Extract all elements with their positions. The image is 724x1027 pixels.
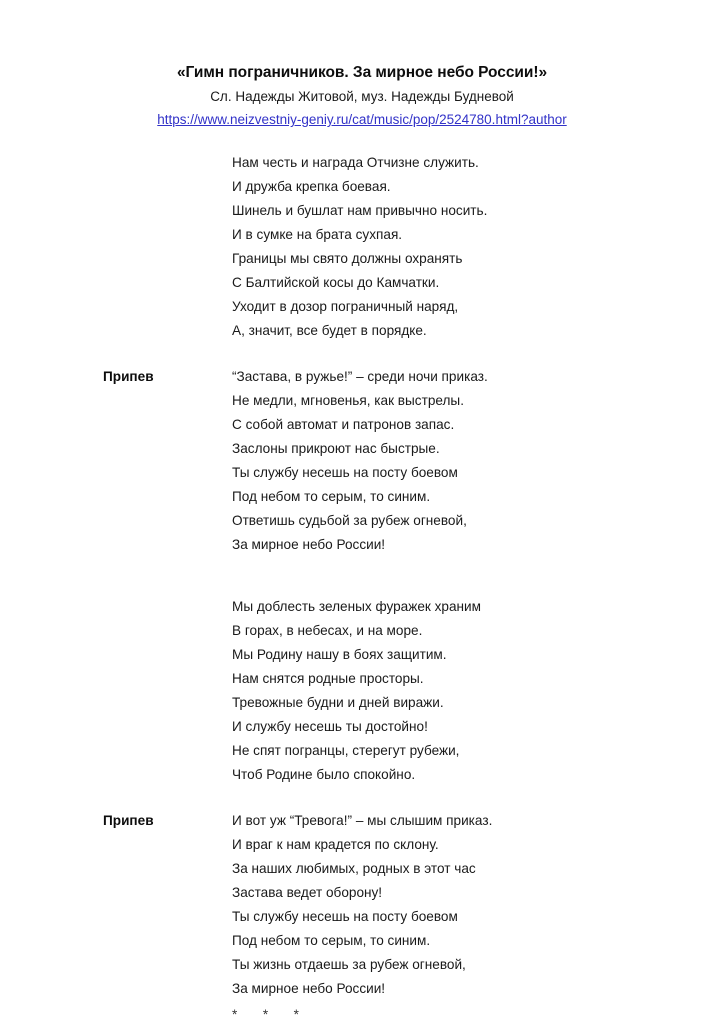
lyric-line: Под небом то серым, то синим.	[232, 489, 431, 504]
lyric-line: С Балтийской косы до Камчатки.	[232, 275, 440, 290]
lyric-line: Шинель и бушлат нам привычно носить.	[232, 203, 488, 218]
lyric-line: И дружба крепка боевая.	[232, 179, 391, 194]
lyric-line: Границы мы свято должны охранять	[232, 251, 463, 266]
lyric-line: Заслоны прикроют нас быстрые.	[232, 441, 440, 456]
lyric-line: Тревожные будни и дней виражи.	[232, 695, 444, 710]
end-separator: * * *	[232, 1007, 305, 1022]
lyric-line: Ответишь судьбой за рубеж огневой,	[232, 513, 467, 528]
lyric-line: Ты службу несешь на посту боевом	[232, 465, 458, 480]
stanza-label-chorus: Припев	[103, 369, 154, 384]
lyric-line: Мы Родину нашу в боях защитим.	[232, 647, 447, 662]
lyric-line: С собой автомат и патронов запас.	[232, 417, 455, 432]
document-credits: Сл. Надежды Житовой, муз. Надежды Будневой	[210, 89, 514, 104]
lyric-line: И службу несешь ты достойно!	[232, 719, 428, 734]
lyric-line: Мы доблесть зеленых фуражек храним	[232, 599, 481, 614]
stanza-label-chorus: Припев	[103, 813, 154, 828]
stanza-lines	[232, 595, 724, 787]
lyric-line: “Застава, в ружье!” – среди ночи приказ.	[232, 369, 488, 384]
lyric-line: Не спят погранцы, стерегут рубежи,	[232, 743, 460, 758]
lyric-line: И в сумке на брата сухпая.	[232, 227, 403, 242]
page-title: «Гимн пограничников. За мирное небо России!»	[176, 64, 548, 81]
stanza-lines	[232, 365, 724, 557]
lyric-line: А, значит, все будет в порядке.	[232, 323, 427, 338]
stanza-verse-1	[0, 151, 724, 343]
stanza-lines	[232, 151, 724, 343]
lyric-line: Чтоб Родине было спокойно.	[232, 767, 416, 782]
lyrics-body	[0, 131, 724, 1027]
document-header	[0, 0, 724, 131]
lyric-line: Нам честь и награда Отчизне служить.	[232, 155, 479, 170]
lyric-line: Уходит в дозор пограничный наряд,	[232, 299, 459, 314]
lyric-line: Ты службу несешь на посту боевом	[232, 909, 458, 924]
lyric-line: И враг к нам крадется по склону.	[232, 837, 439, 852]
lyric-line: Нам снятся родные просторы.	[232, 671, 424, 686]
lyric-line: Не медли, мгновенья, как выстрелы.	[232, 393, 464, 408]
lyric-line: За мирное небо России!	[232, 981, 386, 996]
stanza-verse-2	[0, 595, 724, 787]
stanza-chorus-2	[0, 809, 724, 1001]
stanza-chorus-1	[0, 365, 724, 557]
lyric-line: В горах, в небесах, и на море.	[232, 623, 423, 638]
lyric-line: За наших любимых, родных в этот час	[232, 861, 476, 876]
lyric-line: Застава ведет оборону!	[232, 885, 383, 900]
lyric-line: За мирное небо России!	[232, 537, 386, 552]
stanza-lines	[232, 809, 724, 1001]
lyric-line: Под небом то серым, то синим.	[232, 933, 431, 948]
lyric-line: И вот уж “Тревога!” – мы слышим приказ.	[232, 813, 493, 828]
source-url-link[interactable]: https://www.neizvestniy-geniy.ru/cat/music/pop/2524780.html?author	[157, 112, 567, 127]
lyric-line: Ты жизнь отдаешь за рубеж огневой,	[232, 957, 466, 972]
document-source	[0, 108, 724, 131]
